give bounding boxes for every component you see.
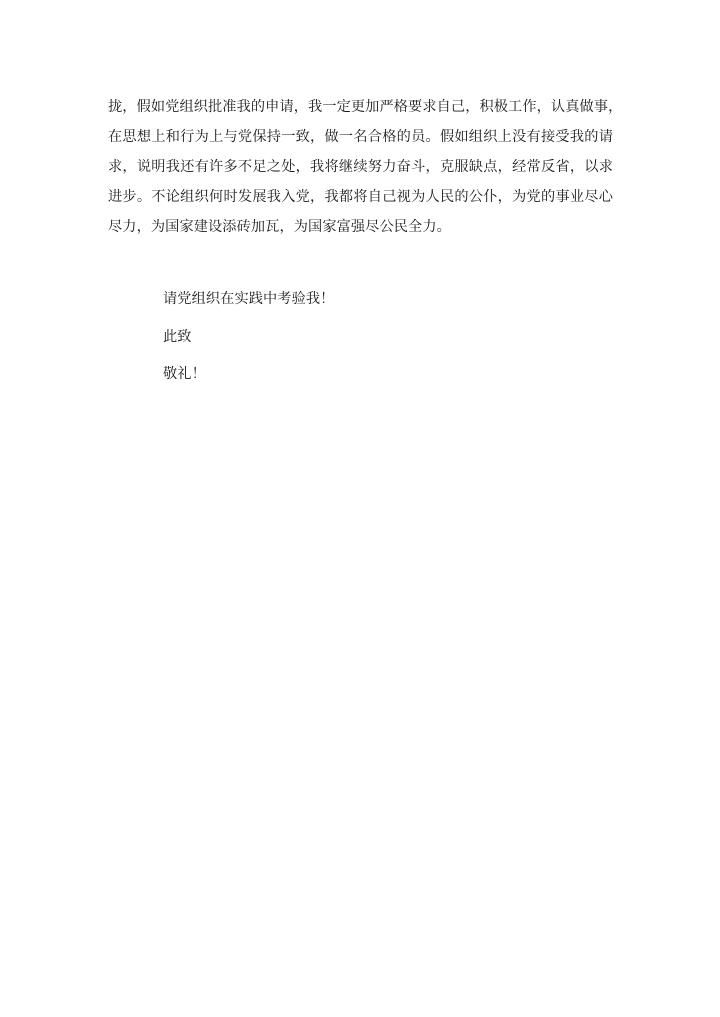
closing-salutation: 此致 <box>163 328 192 345</box>
paragraph-line: 拢，假如党组织批准我的申请，我一定更加严格要求自己，积极工作，认真做事， <box>108 99 623 115</box>
paragraph-line: 尽力，为国家建设添砖加瓦，为国家富强尽公民全力。 <box>108 219 451 235</box>
paragraph-line: 在思想上和行为上与党保持一致，做一名合格的员。假如组织上没有接受我的请 <box>108 129 613 145</box>
body-paragraph <box>108 92 623 242</box>
paragraph-line: 进步。不论组织何时发展我入党，我都将自己视为人民的公仆，为党的事业尽心 <box>108 189 613 205</box>
closing-regards: 敬礼！ <box>163 366 206 382</box>
paragraph-line: 求，说明我还有许多不足之处，我将继续努力奋斗，克服缺点，经常反省，以求 <box>108 159 613 175</box>
closing-request: 请党组织在实践中考验我！ <box>163 291 335 307</box>
closing-block <box>163 281 334 394</box>
